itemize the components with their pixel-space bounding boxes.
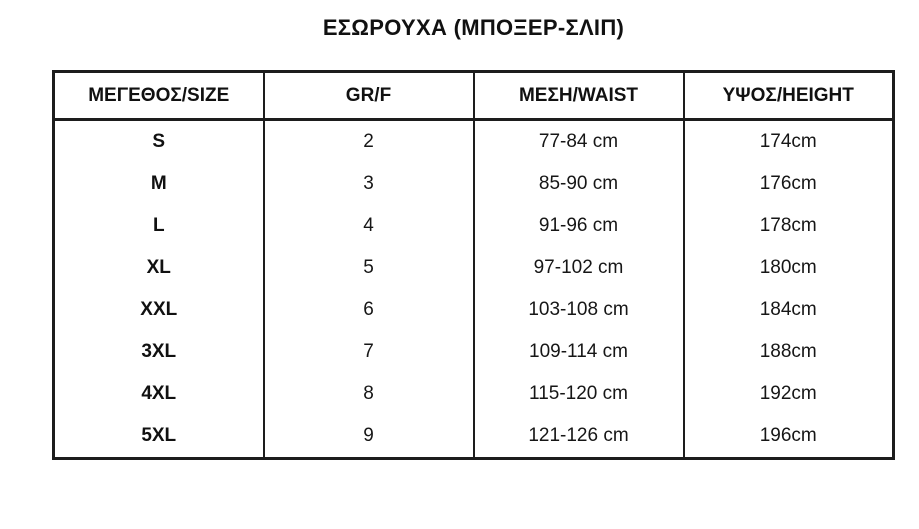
grf-value: 5 (264, 247, 474, 289)
grf-value: 3 (264, 163, 474, 205)
table-row (54, 205, 894, 247)
size-value: 3XL (54, 331, 264, 373)
grf-value: 2 (264, 120, 474, 164)
waist-value: 91-96 cm (474, 205, 684, 247)
header-row (54, 72, 894, 120)
size-value: XL (54, 247, 264, 289)
height-value: 192cm (684, 373, 894, 415)
size-table-body (54, 120, 894, 459)
table-row (54, 289, 894, 331)
table-row (54, 373, 894, 415)
page-title: ΕΣΩΡΟΥΧΑ (ΜΠΟΞΕΡ-ΣΛΙΠ) (322, 15, 625, 40)
grf-value: 9 (264, 415, 474, 459)
waist-value: 103-108 cm (474, 289, 684, 331)
column-header: ΜΕΣΗ/WAIST (474, 72, 684, 120)
waist-value: 121-126 cm (474, 415, 684, 459)
table-row (54, 415, 894, 459)
waist-value: 85-90 cm (474, 163, 684, 205)
size-value: S (54, 120, 264, 164)
column-header: GR/F (264, 72, 474, 120)
height-value: 178cm (684, 205, 894, 247)
waist-value: 109-114 cm (474, 331, 684, 373)
size-table-header (54, 72, 894, 120)
grf-value: 7 (264, 331, 474, 373)
size-value: M (54, 163, 264, 205)
height-value: 196cm (684, 415, 894, 459)
waist-value: 97-102 cm (474, 247, 684, 289)
height-value: 184cm (684, 289, 894, 331)
size-value: 4XL (54, 373, 264, 415)
grf-value: 6 (264, 289, 474, 331)
grf-value: 8 (264, 373, 474, 415)
size-value: 5XL (54, 415, 264, 459)
waist-value: 115-120 cm (474, 373, 684, 415)
column-header: ΥΨΟΣ/HEIGHT (684, 72, 894, 120)
waist-value: 77-84 cm (474, 120, 684, 164)
size-chart-page (52, 0, 895, 460)
height-value: 188cm (684, 331, 894, 373)
height-value: 176cm (684, 163, 894, 205)
height-value: 174cm (684, 120, 894, 164)
size-table (52, 70, 895, 460)
table-row (54, 163, 894, 205)
height-value: 180cm (684, 247, 894, 289)
size-value: L (54, 205, 264, 247)
column-header: ΜΕΓΕΘΟΣ/SIZE (54, 72, 264, 120)
grf-value: 4 (264, 205, 474, 247)
table-row (54, 331, 894, 373)
table-row (54, 120, 894, 164)
size-value: XXL (54, 289, 264, 331)
table-row (54, 247, 894, 289)
